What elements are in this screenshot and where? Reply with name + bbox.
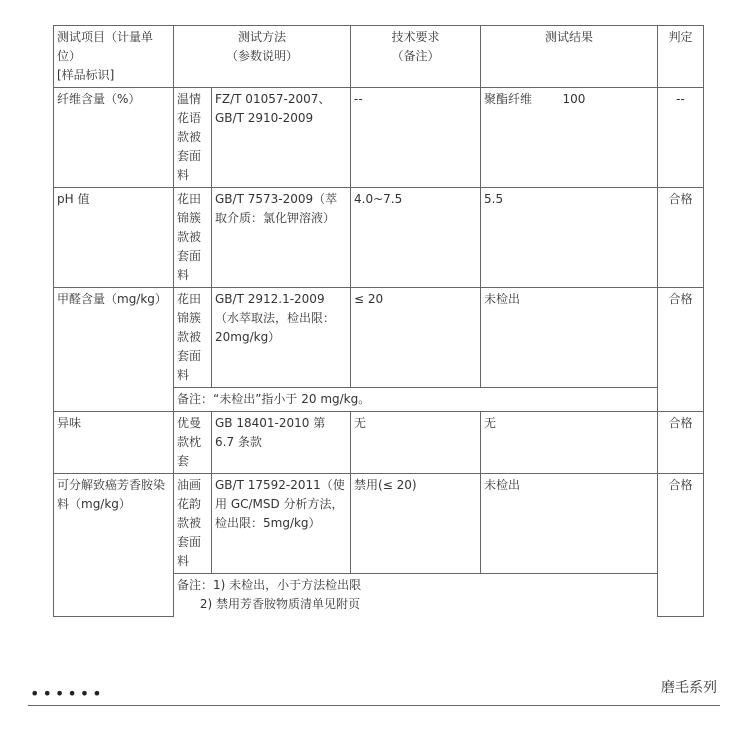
note-line-1: 备注：1) 未检出，小于方法检出限: [177, 578, 362, 592]
table-row: [54, 188, 704, 288]
series-title: 磨毛系列: [661, 680, 717, 696]
table-row: [54, 88, 704, 188]
table-row: [54, 288, 704, 388]
row-method: GB/T 7573-2009（萃取介质：氯化钾溶液）: [212, 188, 351, 288]
header-verdict: 判定: [658, 26, 704, 88]
table-row: [54, 474, 704, 574]
row-verdict: 合格: [658, 474, 704, 617]
header-requirement: 技术要求 （备注）: [351, 26, 481, 88]
decorative-dots: ••••••: [30, 684, 105, 703]
header-item: 测试项目（计量单位） [样品标识]: [54, 26, 174, 88]
row-method: GB/T 2912.1-2009（水萃取法，检出限：20mg/kg）: [212, 288, 351, 388]
row-item: 异味: [54, 412, 174, 474]
row-method: FZ/T 01057-2007、GB/T 2910-2009: [212, 88, 351, 188]
row-item: pH 值: [54, 188, 174, 288]
row-result: 未检出: [481, 288, 658, 388]
row-result: 聚酯纤维 100: [481, 88, 658, 188]
row-item: 甲醛含量（mg/kg）: [54, 288, 174, 412]
row-note: 备注：“未检出”指小于 20 mg/kg。: [174, 388, 658, 412]
row-verdict: 合格: [658, 412, 704, 474]
row-sample: 温情花语款被套面料: [174, 88, 212, 188]
row-verdict: 合格: [658, 288, 704, 412]
row-result: 5.5: [481, 188, 658, 288]
row-sample: 优曼款枕套: [174, 412, 212, 474]
row-sample: 花田锦簇款被套面料: [174, 288, 212, 388]
row-method: GB 18401-2010 第 6.7 条款: [212, 412, 351, 474]
row-requirement: 禁用(≤ 20): [351, 474, 481, 574]
table-row: [54, 412, 704, 474]
row-verdict: --: [658, 88, 704, 188]
test-report-table: [53, 25, 704, 617]
row-verdict: 合格: [658, 188, 704, 288]
row-sample: 花田锦簇款被套面料: [174, 188, 212, 288]
header-result: 测试结果: [481, 26, 658, 88]
row-note: [174, 574, 658, 617]
row-item: 可分解致癌芳香胺染料（mg/kg）: [54, 474, 174, 617]
row-requirement: ≤ 20: [351, 288, 481, 388]
row-requirement: 无: [351, 412, 481, 474]
row-item: 纤维含量（%）: [54, 88, 174, 188]
row-sample: 油画花韵款被套面料: [174, 474, 212, 574]
row-method: GB/T 17592-2011（使用 GC/MSD 分析方法，检出限：5mg/kg）: [212, 474, 351, 574]
row-requirement: --: [351, 88, 481, 188]
note-line-2: 2) 禁用芳香胺物质清单见附页: [177, 597, 361, 611]
row-result: 无: [481, 412, 658, 474]
footer-divider: [28, 705, 720, 706]
row-requirement: 4.0~7.5: [351, 188, 481, 288]
header-row: [54, 26, 704, 88]
header-method: 测试方法 （参数说明）: [174, 26, 351, 88]
row-result: 未检出: [481, 474, 658, 574]
